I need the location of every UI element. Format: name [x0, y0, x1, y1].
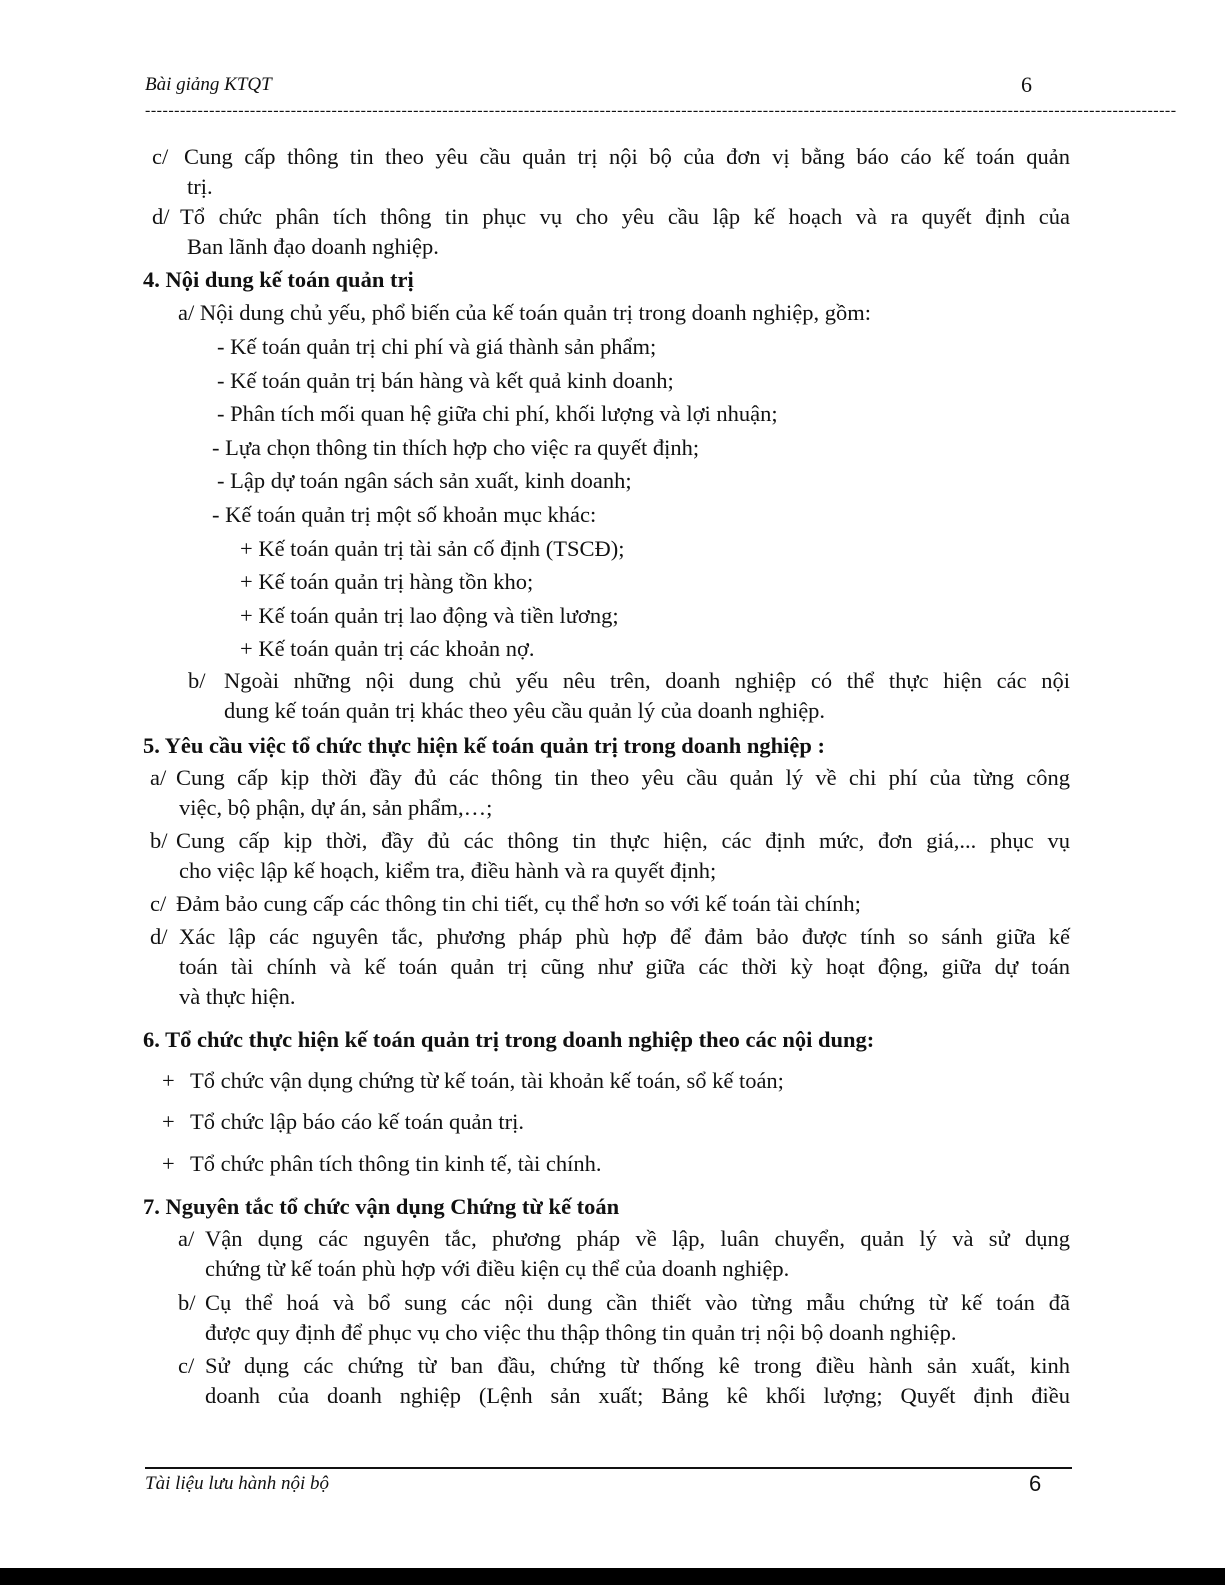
s4-item-5: - Lập dự toán ngân sách sản xuất, kinh doanh; [217, 468, 632, 493]
s4-subitem-2: + Kế toán quản trị hàng tồn kho; [240, 569, 534, 594]
s3-item-c [152, 142, 1070, 202]
s5-item-b [150, 826, 1070, 886]
s3-d-line2: Ban lãnh đạo doanh nghiệp. [187, 234, 439, 259]
header-dashed-rule: --------------------------------------------------------------------------------------------------------------------------------------------------------------------------------- [145, 102, 1177, 119]
s6-heading: 6. Tổ chức thực hiện kế toán quản trị trong doanh nghiệp theo các nội dung: [143, 1027, 875, 1052]
s4-item-b [188, 666, 1070, 726]
s5-c-marker: c/ [150, 891, 167, 916]
s3-c-line2: trị. [187, 174, 213, 199]
s4-item-3: - Phân tích mối quan hệ giữa chi phí, khối lượng và lợi nhuận; [217, 401, 778, 426]
s7-item-c [178, 1351, 1070, 1411]
s7-heading: 7. Nguyên tắc tổ chức vận dụng Chứng từ kế toán [143, 1194, 620, 1219]
s3-c-line1: Cung cấp thông tin theo yêu cầu quản trị nội bộ của đơn vị bằng báo cáo kế toán quản [184, 144, 1070, 169]
s7-item-b [178, 1288, 1070, 1348]
s4-subitem-4: + Kế toán quản trị các khoản nợ. [240, 636, 535, 661]
s7-a-line2: chứng từ kế toán phù hợp với điều kiện cụ thể của doanh nghiệp. [205, 1256, 790, 1281]
s7-c-marker: c/ [178, 1353, 195, 1378]
s3-item-d [152, 202, 1070, 262]
s3-c-marker: c/ [152, 144, 169, 169]
s4-a-intro: a/ Nội dung chủ yếu, phổ biến của kế toán quản trị trong doanh nghiệp, gồm: [178, 300, 871, 325]
s7-b-marker: b/ [178, 1290, 196, 1315]
s4-b-marker: b/ [188, 668, 206, 693]
s6-bullet-3: + [162, 1151, 175, 1176]
s4-heading: 4. Nội dung kế toán quản trị [143, 267, 414, 292]
s6-item-1-text: Tổ chức vận dụng chứng từ kế toán, tài khoản kế toán, sổ kế toán; [190, 1068, 784, 1093]
s4-subitem-1: + Kế toán quản trị tài sản cố định (TSCĐ); [240, 536, 625, 561]
s5-b-marker: b/ [150, 828, 168, 853]
s7-c-line2: doanh của doanh nghiệp (Lệnh sản xuất; Bảng kê khối lượng; Quyết định điều [205, 1383, 1070, 1408]
s5-b-line1: Cung cấp kịp thời, đầy đủ các thông tin thực hiện, các định mức, đơn giá,... phục vụ [176, 828, 1070, 853]
s5-d-line3: và thực hiện. [179, 984, 296, 1009]
s3-d-marker: d/ [152, 204, 170, 229]
s6-bullet-2: + [162, 1109, 175, 1134]
footer-rule [145, 1467, 1072, 1469]
s4-item-4: - Lựa chọn thông tin thích hợp cho việc ra quyết định; [212, 435, 700, 460]
s5-a-marker: a/ [150, 765, 167, 790]
s6-item-3-text: Tổ chức phân tích thông tin kinh tế, tài chính. [190, 1151, 602, 1176]
s4-item-2: - Kế toán quản trị bán hàng và kết quả kinh doanh; [217, 368, 674, 393]
s7-a-marker: a/ [178, 1226, 195, 1251]
s4-item-6: - Kế toán quản trị một số khoản mục khác: [212, 502, 597, 527]
s5-d-line1: Xác lập các nguyên tắc, phương pháp phù hợp để đảm bảo được tính so sánh giữa kế [179, 924, 1070, 949]
s4-b-line1: Ngoài những nội dung chủ yếu nêu trên, doanh nghiệp có thể thực hiện các nội [224, 668, 1070, 693]
s5-a-line2: việc, bộ phận, dự án, sản phẩm,…; [179, 795, 493, 820]
s5-item-c [150, 889, 1070, 919]
s7-a-line1: Vận dụng các nguyên tắc, phương pháp về lập, luân chuyển, quản lý và sử dụng [205, 1226, 1070, 1251]
s6-item-3 [162, 1149, 601, 1179]
footer-page-number: 6 [1029, 1471, 1042, 1496]
s4-item-1: - Kế toán quản trị chi phí và giá thành sản phẩm; [217, 334, 657, 359]
s5-b-line2: cho việc lập kế hoạch, kiểm tra, điều hành và ra quyết định; [179, 858, 717, 883]
header-page-number: 6 [1021, 72, 1032, 97]
s3-d-line1: Tổ chức phân tích thông tin phục vụ cho yêu cầu lập kế hoạch và ra quyết định của [180, 204, 1070, 229]
s4-b-line2: dung kế toán quản trị khác theo yêu cầu quản lý của doanh nghiệp. [224, 698, 826, 723]
s7-b-line2: được quy định để phục vụ cho việc thu thập thông tin quản trị nội bộ doanh nghiệp. [205, 1320, 957, 1345]
s5-item-d [150, 922, 1070, 1012]
s6-item-2-text: Tổ chức lập báo cáo kế toán quản trị. [190, 1109, 524, 1134]
s6-item-1 [162, 1066, 784, 1096]
s5-a-line1: Cung cấp kịp thời đầy đủ các thông tin theo yêu cầu quản lý về chi phí của từng công [176, 765, 1070, 790]
s6-item-2 [162, 1107, 524, 1137]
s5-c-line1: Đảm bảo cung cấp các thông tin chi tiết, cụ thể hơn so với kế toán tài chính; [176, 891, 861, 916]
footer-text: Tài liệu lưu hành nội bộ [145, 1473, 330, 1494]
header-title: Bài giảng KTQT [145, 74, 272, 95]
s5-d-marker: d/ [150, 924, 168, 949]
s7-b-line1: Cụ thể hoá và bổ sung các nội dung cần thiết vào từng mẫu chứng từ kế toán đã [205, 1290, 1070, 1315]
s5-d-line2: toán tài chính và kế toán quản trị cũng như giữa các thời kỳ hoạt động, giữa dự toán [179, 954, 1070, 979]
s7-item-a [178, 1224, 1070, 1284]
s7-c-line1: Sử dụng các chứng từ ban đầu, chứng từ thống kê trong điều hành sản xuất, kinh [205, 1353, 1070, 1378]
s5-item-a [150, 763, 1070, 823]
s4-subitem-3: + Kế toán quản trị lao động và tiền lương; [240, 603, 619, 628]
s5-heading: 5. Yêu cầu việc tổ chức thực hiện kế toán quản trị trong doanh nghiệp : [143, 733, 826, 758]
s6-bullet-1: + [162, 1068, 175, 1093]
bottom-black-bar [0, 1568, 1225, 1585]
